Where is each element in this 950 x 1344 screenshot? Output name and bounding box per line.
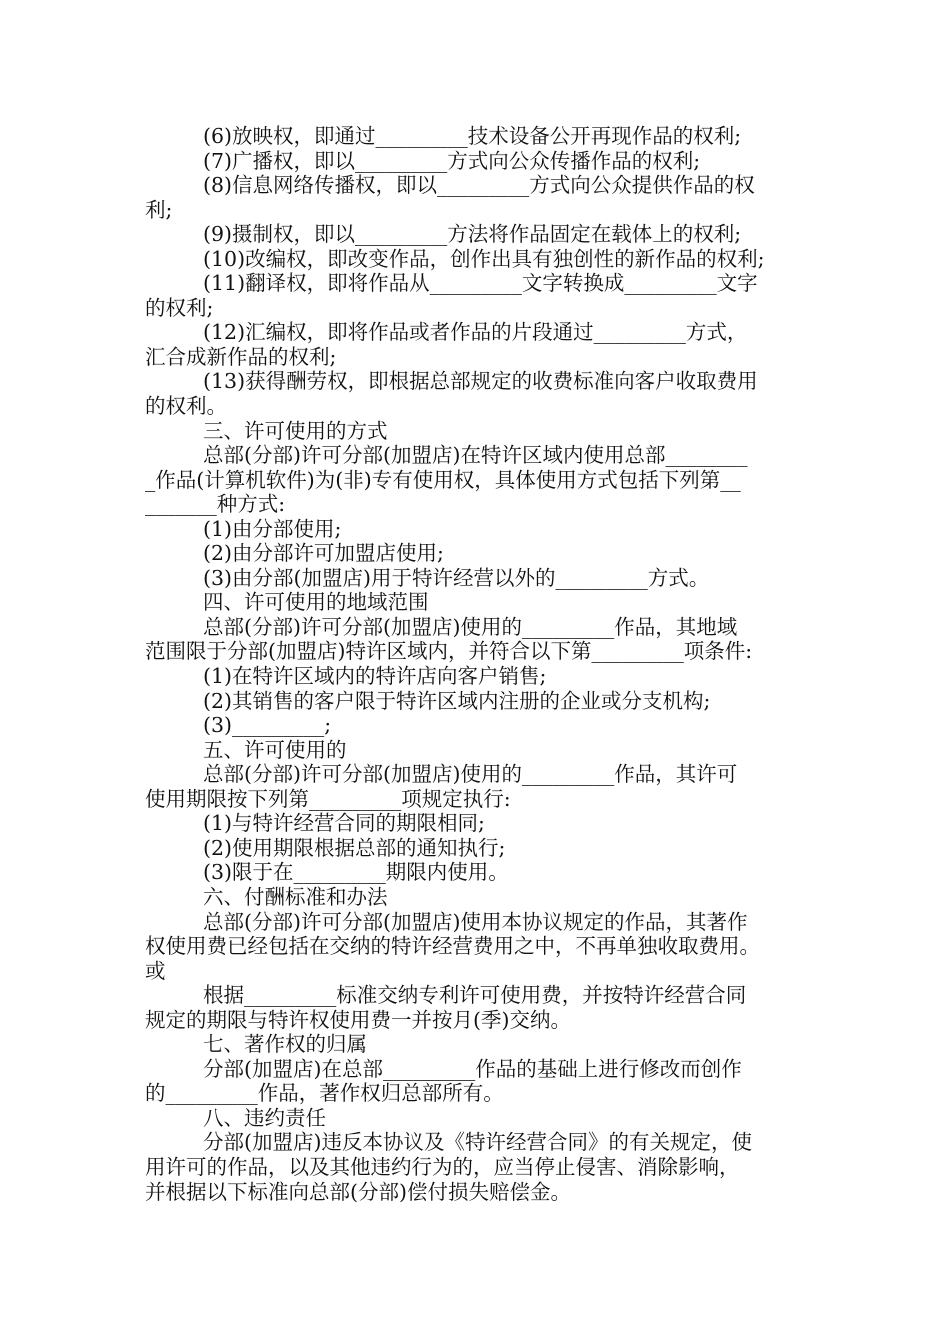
document-line: (2)由分部许可加盟店使用; [203, 541, 444, 566]
document-line: 分部(加盟店)违反本协议及《特许经营合同》的有关规定，使 [203, 1130, 752, 1155]
document-line: (3)_________; [203, 713, 332, 738]
document-line: (1)在特许区域内的特许店向客户销售; [203, 664, 547, 689]
document-line: 总部(分部)许可分部(加盟店)使用本协议规定的作品，其著作 [203, 909, 748, 934]
document-body [145, 124, 815, 1204]
document-line: 四、许可使用的地域范围 [203, 590, 429, 615]
document-line: _作品(计算机软件)为(非)专有使用权，具体使用方式包括下列第__ [145, 467, 741, 492]
document-line: 八、违约责任 [203, 1105, 326, 1130]
document-line: (8)信息网络传播权，即以_________方式向公众提供作品的权 [203, 173, 755, 198]
document-line: (12)汇编权，即将作品或者作品的片段通过_________方式， [203, 320, 748, 345]
document-line: 规定的期限与特许权使用费一并按月(季)交纳。 [145, 1007, 571, 1032]
document-line: 利; [145, 197, 173, 222]
document-line: (6)放映权，即通过_________技术设备公开再现作品的权利; [203, 124, 742, 148]
document-line: 用许可的作品，以及其他违约行为的，应当停止侵害、消除影响， [145, 1154, 740, 1179]
document-line: 七、著作权的归属 [203, 1032, 367, 1057]
document-line: (3)限于在_________期限内使用。 [203, 860, 509, 885]
document-line: 的权利; [145, 295, 214, 320]
document-line: (11)翻译权，即将作品从_________文字转换成_________文字 [203, 271, 758, 296]
document-line: 三、许可使用的方式 [203, 418, 388, 443]
document-line: (9)摄制权，即以_________方法将作品固定在载体上的权利; [203, 222, 742, 247]
document-line: 分部(加盟店)在总部_________作品的基础上进行修改而创作 [203, 1056, 742, 1081]
document-line: 的权利。 [145, 394, 227, 419]
document-line: 六、付酬标准和办法 [203, 884, 388, 909]
document-line: (13)获得酬劳权，即根据总部规定的收费标准向客户收取费用 [203, 369, 758, 394]
document-line: 根据_________标准交纳专利许可使用费，并按特许经营合同 [203, 983, 747, 1008]
document-line: (3)由分部(加盟店)用于特许经营以外的_________方式。 [203, 565, 710, 590]
document-line: _______种方式: [145, 492, 286, 517]
document-line: 的_________作品，著作权归总部所有。 [145, 1081, 504, 1106]
document-line: 总部(分部)许可分部(加盟店)使用的_________作品，其许可 [203, 762, 738, 787]
document-line: 范围限于分部(加盟店)特许区域内，并符合以下第_________项条件: [145, 639, 753, 664]
document-line: (10)改编权，即改变作品，创作出具有独创性的新作品的权利; [203, 246, 765, 271]
document-line: 并根据以下标准向总部(分部)偿付损失赔偿金。 [145, 1179, 571, 1204]
document-line: 使用期限按下列第_________项规定执行: [145, 786, 511, 811]
document-line: 总部(分部)许可分部(加盟店)在特许区域内使用总部________ [203, 443, 748, 468]
document-line: (7)广播权，即以_________方式向公众传播作品的权利; [203, 148, 701, 173]
document-line: 或 [145, 958, 166, 983]
document-line: 汇合成新作品的权利; [145, 344, 337, 369]
document-line: (1)由分部使用; [203, 516, 342, 541]
document-line: (2)使用期限根据总部的通知执行; [203, 835, 506, 860]
document-line: (1)与特许经营合同的期限相同; [203, 811, 485, 836]
document-line: 总部(分部)许可分部(加盟店)使用的_________作品，其地域 [203, 614, 738, 639]
document-line: (2)其销售的客户限于特许区域内注册的企业或分支机构; [203, 688, 711, 713]
document-line: 五、许可使用的 [203, 737, 347, 762]
document-line: 权使用费已经包括在交纳的特许经营费用之中，不再单独收取费用。 [145, 934, 760, 959]
